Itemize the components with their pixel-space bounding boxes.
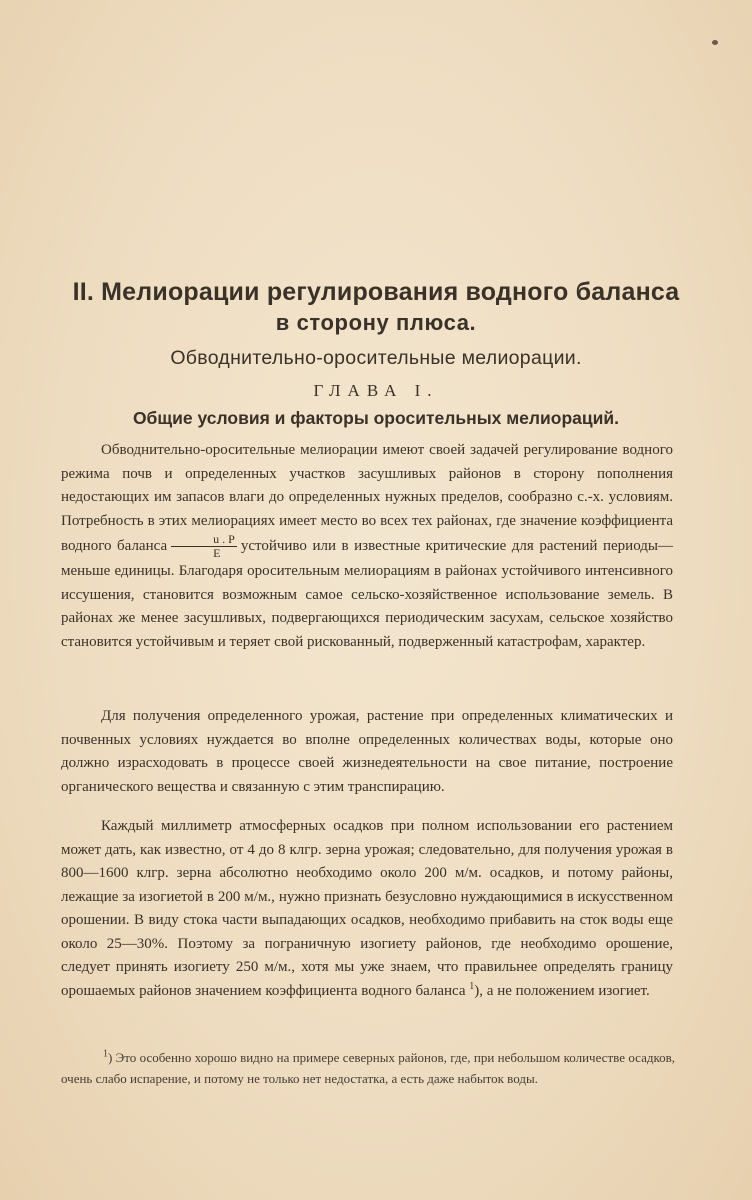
part-subtitle: Обводнительно-оросительные мелиорации.: [170, 347, 582, 369]
ink-speck: [712, 40, 718, 45]
part-title: II. Мелиорации регулирования водного баланса: [72, 278, 680, 306]
paragraph-3: [61, 815, 673, 1003]
footnote-text: ) Это особенно хорошо видно на примере северных районов, где, при небольшом количестве осадков, очень слабо испарение, и потому не только нет недостатка, а есть даже набыток воды.: [61, 1050, 675, 1086]
section-title: Общие условия и факторы оросительных мелиораций.: [132, 408, 620, 428]
footnote: [61, 1047, 675, 1089]
paragraph-1-text: Обводнительно-оросительные мелиорации имеют своей задачей регулирование водного режима почв и определенных участков засушливых районов в сторону пополнения недостающих им запасов влаги до определенных нужных пределов, сообразно с.-х. условиям. Потребность в этих мелиорациях имеет место во всех тех районах, где значение коэффициента водного баланса: [61, 442, 673, 554]
footnote-reference: 1: [469, 980, 475, 992]
water-balance-formula: [171, 533, 237, 560]
paragraph-2-text: Для получения определенного урожая, растение при определенных климатических и почвенных условиях нуждается во вполне определенных количествах воды, которые оно должно израсходовать в процессе своей жизнедеятельности на свое питание, построение органического вещества и связанную с этим транспирацию.: [61, 708, 673, 795]
footnote-marker: 1: [103, 1048, 108, 1060]
chapter-heading: ГЛАВА I.: [313, 381, 439, 400]
formula-numerator: u . P: [171, 533, 237, 547]
paragraph-3-text: Каждый миллиметр атмосферных осадков при полном использовании его растением может дать, как известно, от 4 до 8 клгр. зерна урожая; следовательно, для получения урожая в 800—1600 клгр. зерна абсолютно необходимо около 200 м/м. осадков, и потому районы, лежащие за изогиетой в 200 м/м., нужно признать безусловно нуждающимися в искусственном орошении. В виду стока части выпадающих осадков, необходимо прибавить на сток воды еще около 25—30%. Поэтому за пограничную изогиету районов, где необходимо орошение, следует принять изогиету 250 м/м., хотя мы уже знаем, что правильнее определять границу орошаемых районов значением коэффициента водного баланса: [61, 818, 673, 999]
part-title-continued: в сторону плюса.: [275, 310, 477, 335]
paragraph-1-continuation: устойчиво или в известные критические для растений периоды— меньше единицы. Благодаря оросительным мелиорациям в районах устойчивого интенсивного иссушения, становится возможным самое сельско-хозяйственное использование земель. В районах же менее засушливых, подвергающихся периодическим засухам, сельское хозяйство становится устойчивым и теряет свой рискованный, подверженный катастрофам, характер.: [61, 537, 673, 650]
paragraph-2: [61, 705, 673, 799]
formula-denominator: E: [213, 546, 221, 560]
paragraph-3-ending: ), а не положением изогиет.: [474, 982, 650, 999]
paragraph-1: [61, 439, 673, 654]
